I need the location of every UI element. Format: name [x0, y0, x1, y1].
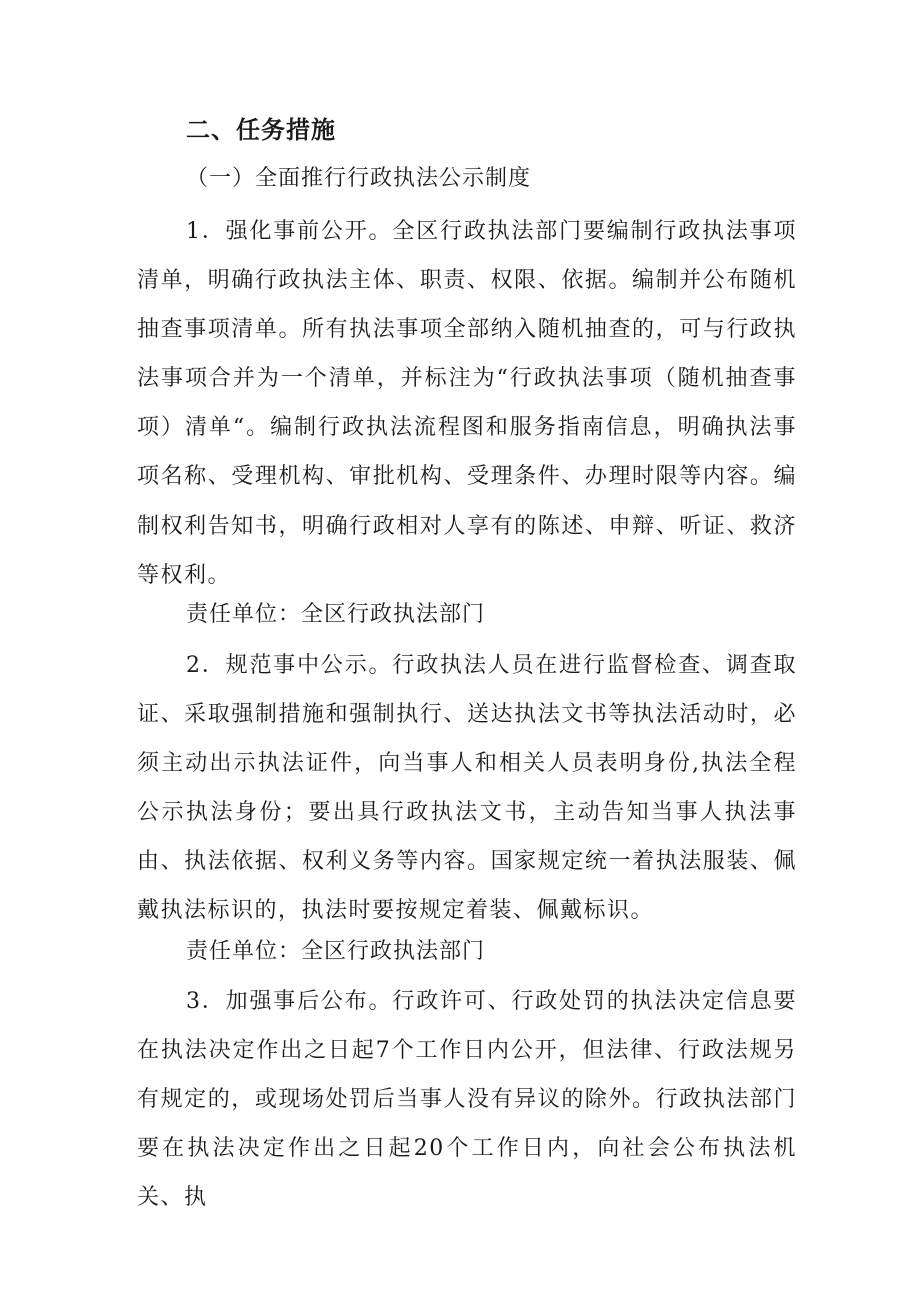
- subsection-heading: （一）全面推行行政执法公示制度: [186, 166, 532, 191]
- item-2-responsible-unit: 责任单位：全区行政执法部门: [186, 939, 486, 964]
- item-1-paragraph: 1．强化事前公开。全区行政执法部门要编制行政执法事项清单，明确行政执法主体、职责、权限、依据。编制并公布随机抽查事项清单。所有执法事项全部纳入随机抽查的，可与行政执法事项合并为一个清单，并标注为“行政执法事项（随机抽查事项）清单“。编制行政执法流程图和服务指南信息，明确执法事项名称、受理机构、审批机构、受理条件、办理时限等内容。编制权利告知书，明确行政相对人享有的陈述、申辩、听证、救济等权利。: [137, 219, 797, 588]
- item-1-responsible-unit: 责任单位：全区行政执法部门: [186, 602, 486, 627]
- section-heading: 二、任务措施: [186, 116, 336, 144]
- item-3-paragraph: 3．加强事后公布。行政许可、行政处罚的执法决定信息要在执法决定作出之日起7个工作日内公开，但法律、行政法规另有规定的，或现场处罚后当事人没有异议的除外。行政执法部门要在执法决定作出之日起20个工作日内，向社会公布执法机关、执: [137, 989, 797, 1211]
- item-2-paragraph: 2．规范事中公示。行政执法人员在进行监督检查、调查取证、采取强制措施和强制执行、送达执法文书等执法活动时，必须主动出示执法证件，向当事人和相关人员表明身份,执法全程公示执法身份；要出具行政执法文书，主动告知当事人执法事由、执法依据、权利义务等内容。国家规定统一着执法服装、佩戴执法标识的，执法时要按规定着装、佩戴标识。: [137, 653, 797, 924]
